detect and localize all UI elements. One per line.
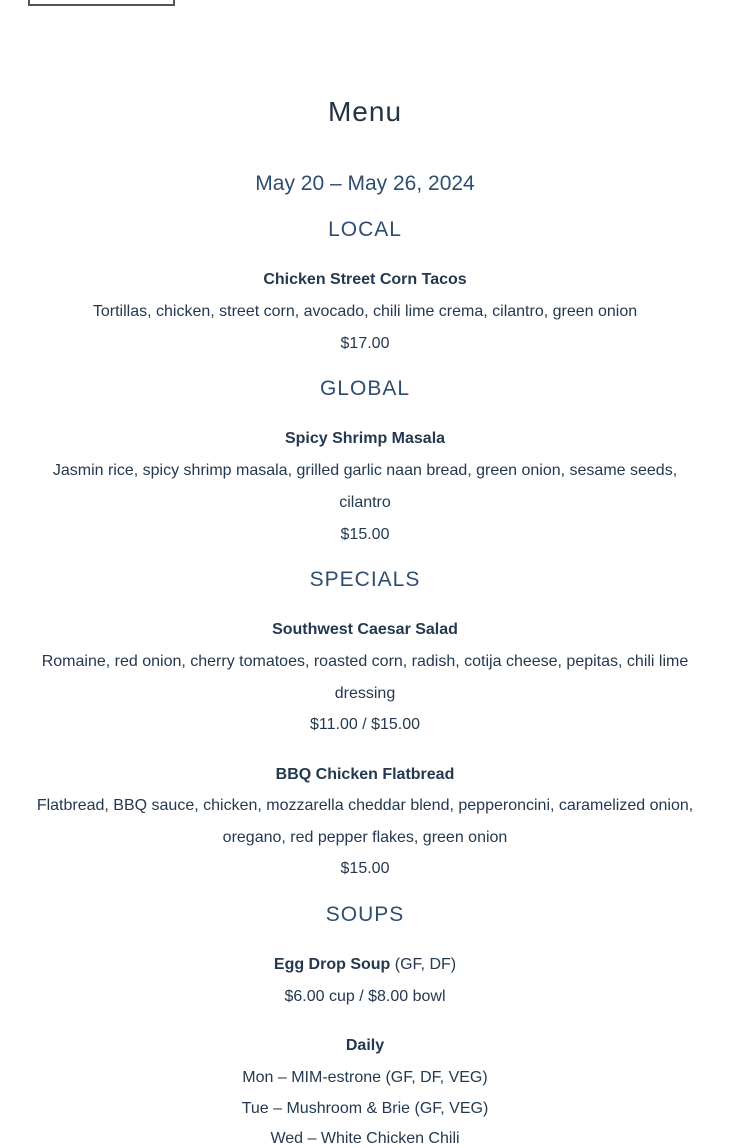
item-price: $15.00 — [340, 526, 390, 543]
item-price: $6.00 cup / $8.00 bowl — [284, 988, 446, 1005]
daily-soups-title: Daily — [345, 1037, 385, 1054]
daily-soup-entry: Wed – White Chicken Chili — [270, 1130, 460, 1147]
item-description: Tortillas, chicken, street corn, avocado, chili lime crema, cilantro, green onion — [92, 303, 638, 320]
daily-soup-entry: Tue – Mushroom & Brie (GF, VEG) — [241, 1100, 489, 1117]
item-name: Chicken Street Corn Tacos — [263, 271, 467, 288]
date-range: May 20 – May 26, 2024 — [255, 172, 475, 195]
item-description: Flatbread, BBQ sauce, chicken, mozzarella cheddar blend, pepperoncini, caramelized onion, — [36, 797, 694, 814]
item-description-cont: oregano, red pepper flakes, green onion — [222, 829, 508, 846]
section-title-soups: SOUPS — [325, 903, 405, 926]
item-name: Spicy Shrimp Masala — [284, 430, 446, 447]
item-tags: (GF, DF) — [390, 956, 457, 973]
soup-item — [0, 956, 730, 974]
item-description-cont: cilantro — [339, 494, 391, 511]
daily-soup-entry: Mon – MIM-estrone (GF, DF, VEG) — [242, 1069, 488, 1086]
item-description: Romaine, red onion, cherry tomatoes, roasted corn, radish, cotija cheese, pepitas, chili lime — [41, 653, 689, 670]
page-title: Menu — [327, 96, 403, 127]
top-nav-button[interactable] — [28, 0, 175, 6]
item-price: $15.00 — [340, 860, 390, 877]
item-price: $11.00 / $15.00 — [309, 716, 421, 733]
item-description-cont: dressing — [334, 685, 396, 702]
item-name: Egg Drop Soup — [273, 956, 391, 973]
section-title-specials: SPECIALS — [309, 568, 421, 591]
section-title-local: LOCAL — [328, 218, 402, 241]
item-description: Jasmin rice, spicy shrimp masala, grilled garlic naan bread, green onion, sesame seeds, — [52, 462, 678, 479]
item-name: BBQ Chicken Flatbread — [275, 766, 455, 783]
item-name: Southwest Caesar Salad — [272, 621, 458, 638]
section-title-global: GLOBAL — [319, 377, 411, 400]
item-price: $17.00 — [340, 335, 390, 352]
